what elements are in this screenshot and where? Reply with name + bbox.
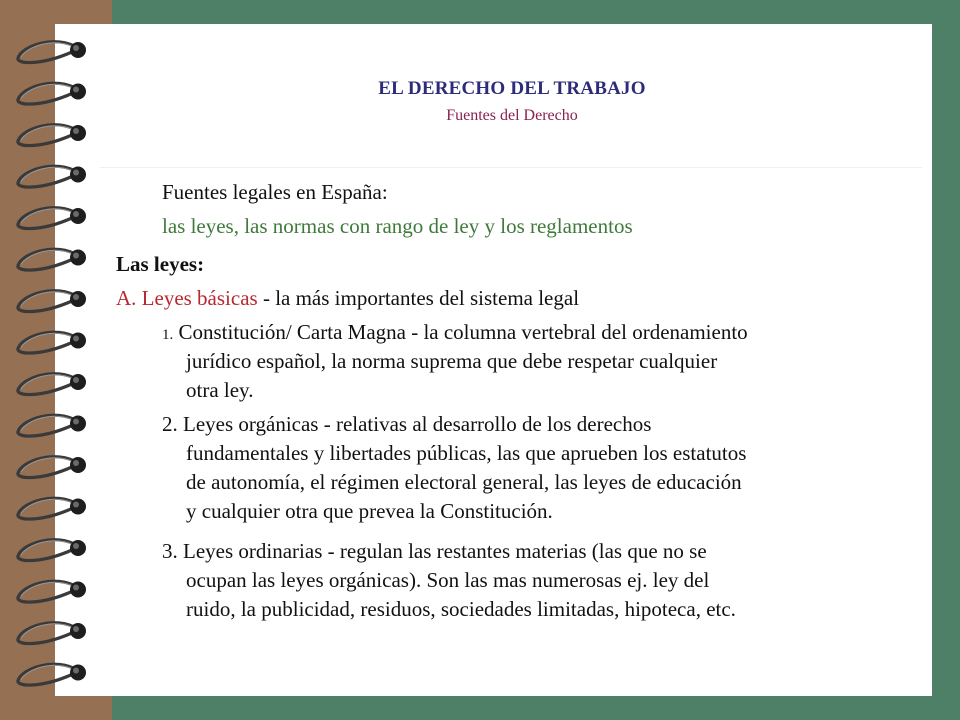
intro-line-1: Fuentes legales en España: xyxy=(162,180,388,204)
intro-line-2: las leyes, las normas con rango de ley y los reglamentos xyxy=(162,214,633,238)
spiral-ring-icon xyxy=(18,415,86,436)
spiral-ring-icon xyxy=(18,208,86,229)
item-1-text: Constitución/ Carta Magna - la columna vertebral del ordenamiento xyxy=(173,320,748,344)
item-1-number: 1. xyxy=(162,327,174,343)
item-2-line-3: de autonomía, el régimen electoral general, las leyes de educación xyxy=(186,470,742,494)
spiral-ring-icon xyxy=(18,291,86,312)
slide-subtitle: Fuentes del Derecho xyxy=(446,107,578,124)
item-3-line-1: 3. Leyes ordinarias - regulan las restantes materias (las que no se xyxy=(162,539,707,563)
item-1-line-1 xyxy=(162,320,748,345)
spiral-ring-icon xyxy=(18,623,86,644)
spiral-ring-icon xyxy=(18,42,86,63)
item-1-line-2: jurídico español, la norma suprema que debe respetar cualquier xyxy=(186,349,718,373)
header-divider xyxy=(100,167,922,168)
section-a-line xyxy=(116,286,579,311)
spiral-ring-icon xyxy=(18,374,86,395)
item-3-line-3: ruido, la publicidad, residuos, sociedades limitadas, hipoteca, etc. xyxy=(186,597,736,621)
spiral-ring-icon xyxy=(18,457,86,478)
section-a-text: - la más importantes del sistema legal xyxy=(257,286,580,310)
spiral-ring-icon xyxy=(18,249,86,270)
item-2-line-1: 2. Leyes orgánicas - relativas al desarrollo de los derechos xyxy=(162,412,652,436)
item-2-line-4: y cualquier otra que prevea la Constitución. xyxy=(186,499,553,523)
spiral-ring-icon xyxy=(18,581,86,602)
spiral-ring-icon xyxy=(18,540,86,561)
spiral-ring-icon xyxy=(18,498,86,519)
section-a-marker: A. Leyes básicas xyxy=(116,286,258,310)
spiral-ring-icon xyxy=(18,332,86,353)
item-2-line-2: fundamentales y libertades públicas, las que aprueben los estatutos xyxy=(186,441,747,465)
item-3-line-2: ocupan las leyes orgánicas). Son las mas numerosas ej. ley del xyxy=(186,568,710,592)
section-heading: Las leyes: xyxy=(116,252,205,276)
slide-title: EL DERECHO DEL TRABAJO xyxy=(378,78,646,99)
spiral-ring-icon xyxy=(18,664,86,685)
spiral-ring-icon xyxy=(18,166,86,187)
item-1-line-3: otra ley. xyxy=(186,378,254,402)
spiral-ring-icon xyxy=(18,125,86,146)
